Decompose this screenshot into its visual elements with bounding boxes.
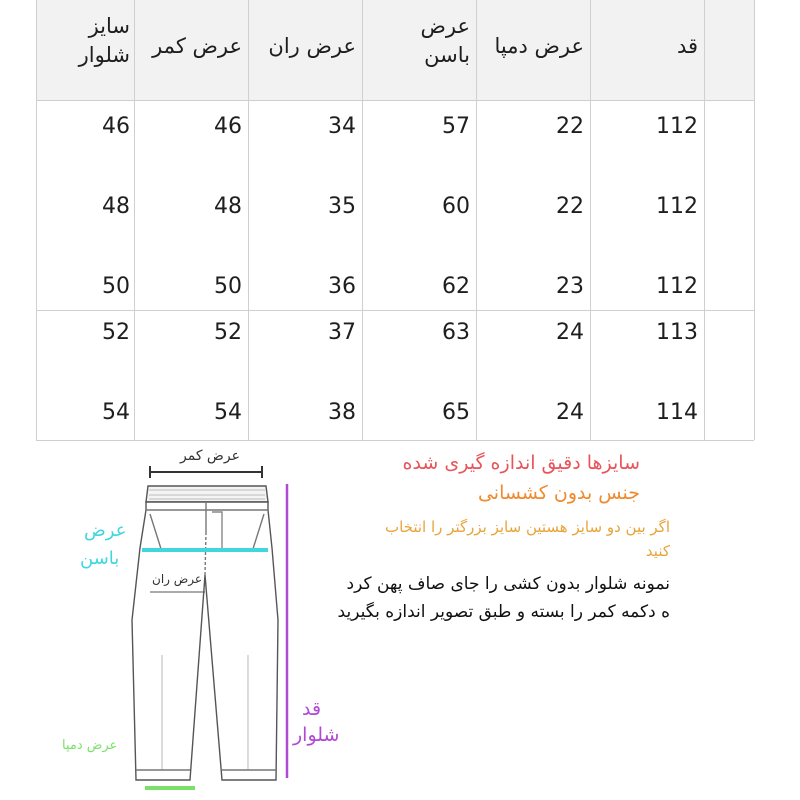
table-cell: 52 — [214, 320, 242, 345]
table-header-label: باسن — [424, 43, 470, 67]
pants-outline — [132, 486, 278, 780]
table-cell: 38 — [328, 400, 356, 425]
table-cell: 50 — [214, 274, 242, 299]
thigh-label: عرض ران — [152, 572, 203, 586]
table-column-divider — [362, 0, 363, 440]
table-cell: 63 — [442, 320, 470, 345]
table-header-cell — [256, 32, 356, 61]
table-cell: 52 — [102, 320, 130, 345]
note-accurate: سایزها دقیق اندازه گیری شده — [402, 452, 640, 474]
waist-label: عرض کمر — [180, 448, 240, 464]
table-cell: 50 — [102, 274, 130, 299]
table-column-divider — [476, 0, 477, 440]
table-cell: 24 — [556, 400, 584, 425]
table-cell: 113 — [656, 320, 698, 345]
table-cell: 48 — [214, 194, 242, 219]
table-header-cell — [484, 32, 584, 61]
table-header-label: قد — [676, 34, 698, 58]
length-label-line2: شلوار — [293, 724, 340, 746]
table-cell: 36 — [328, 274, 356, 299]
waist-measure-line — [150, 466, 262, 478]
table-cell: 22 — [556, 194, 584, 219]
table-cell: 35 — [328, 194, 356, 219]
table-header-cell — [142, 32, 242, 61]
table-cell: 23 — [556, 274, 584, 299]
table-column-divider — [704, 0, 705, 440]
measurement-guide — [0, 440, 800, 800]
table-header-label: عرض دمپا — [494, 34, 584, 58]
table-column-divider — [248, 0, 249, 440]
table-column-divider — [754, 0, 755, 440]
table-cell: 46 — [102, 114, 130, 139]
table-cell: 114 — [656, 400, 698, 425]
table-row-divider — [36, 310, 754, 311]
table-header-cell — [30, 12, 130, 70]
table-cell: 54 — [214, 400, 242, 425]
table-column-divider — [134, 0, 135, 440]
table-header-label: سایز — [88, 14, 130, 38]
table-cell: 112 — [656, 194, 698, 219]
table-cell: 22 — [556, 114, 584, 139]
table-cell: 57 — [442, 114, 470, 139]
hip-label-line1: عرض — [84, 520, 127, 541]
table-header-cell — [370, 12, 470, 70]
table-cell: 34 — [328, 114, 356, 139]
table-column-divider — [590, 0, 591, 440]
table-header-label: عرض ران — [268, 34, 356, 58]
table-cell: 65 — [442, 400, 470, 425]
table-header-cell — [598, 32, 698, 61]
length-label-line1: قد — [302, 698, 322, 720]
note-advice-line1: اگر بین دو سایز هستین سایز بزرگتر را انتخاب — [384, 518, 670, 536]
note-advice-line2: کنید — [645, 542, 670, 560]
table-cell: 37 — [328, 320, 356, 345]
table-row-divider — [36, 100, 754, 101]
note-how-line2: ه دکمه کمر را بسته و طبق تصویر اندازه بگیرید — [337, 602, 670, 622]
note-how-line1: نمونه شلوار بدون کشی را جای صاف پهن کرد — [346, 574, 670, 594]
note-fabric: جنس بدون کشسانی — [477, 482, 640, 504]
table-cell: 112 — [656, 114, 698, 139]
table-header-label: شلوار — [78, 43, 130, 67]
table-cell: 62 — [442, 274, 470, 299]
hip-label-line2: باسن — [80, 548, 120, 569]
table-cell: 48 — [102, 194, 130, 219]
table-cell: 60 — [442, 194, 470, 219]
table-cell: 46 — [214, 114, 242, 139]
table-header-label: عرض — [420, 14, 470, 38]
table-cell: 112 — [656, 274, 698, 299]
table-cell: 24 — [556, 320, 584, 345]
table-cell: 54 — [102, 400, 130, 425]
table-header-label: عرض کمر — [152, 34, 242, 58]
hem-label: عرض دمپا — [62, 738, 118, 753]
